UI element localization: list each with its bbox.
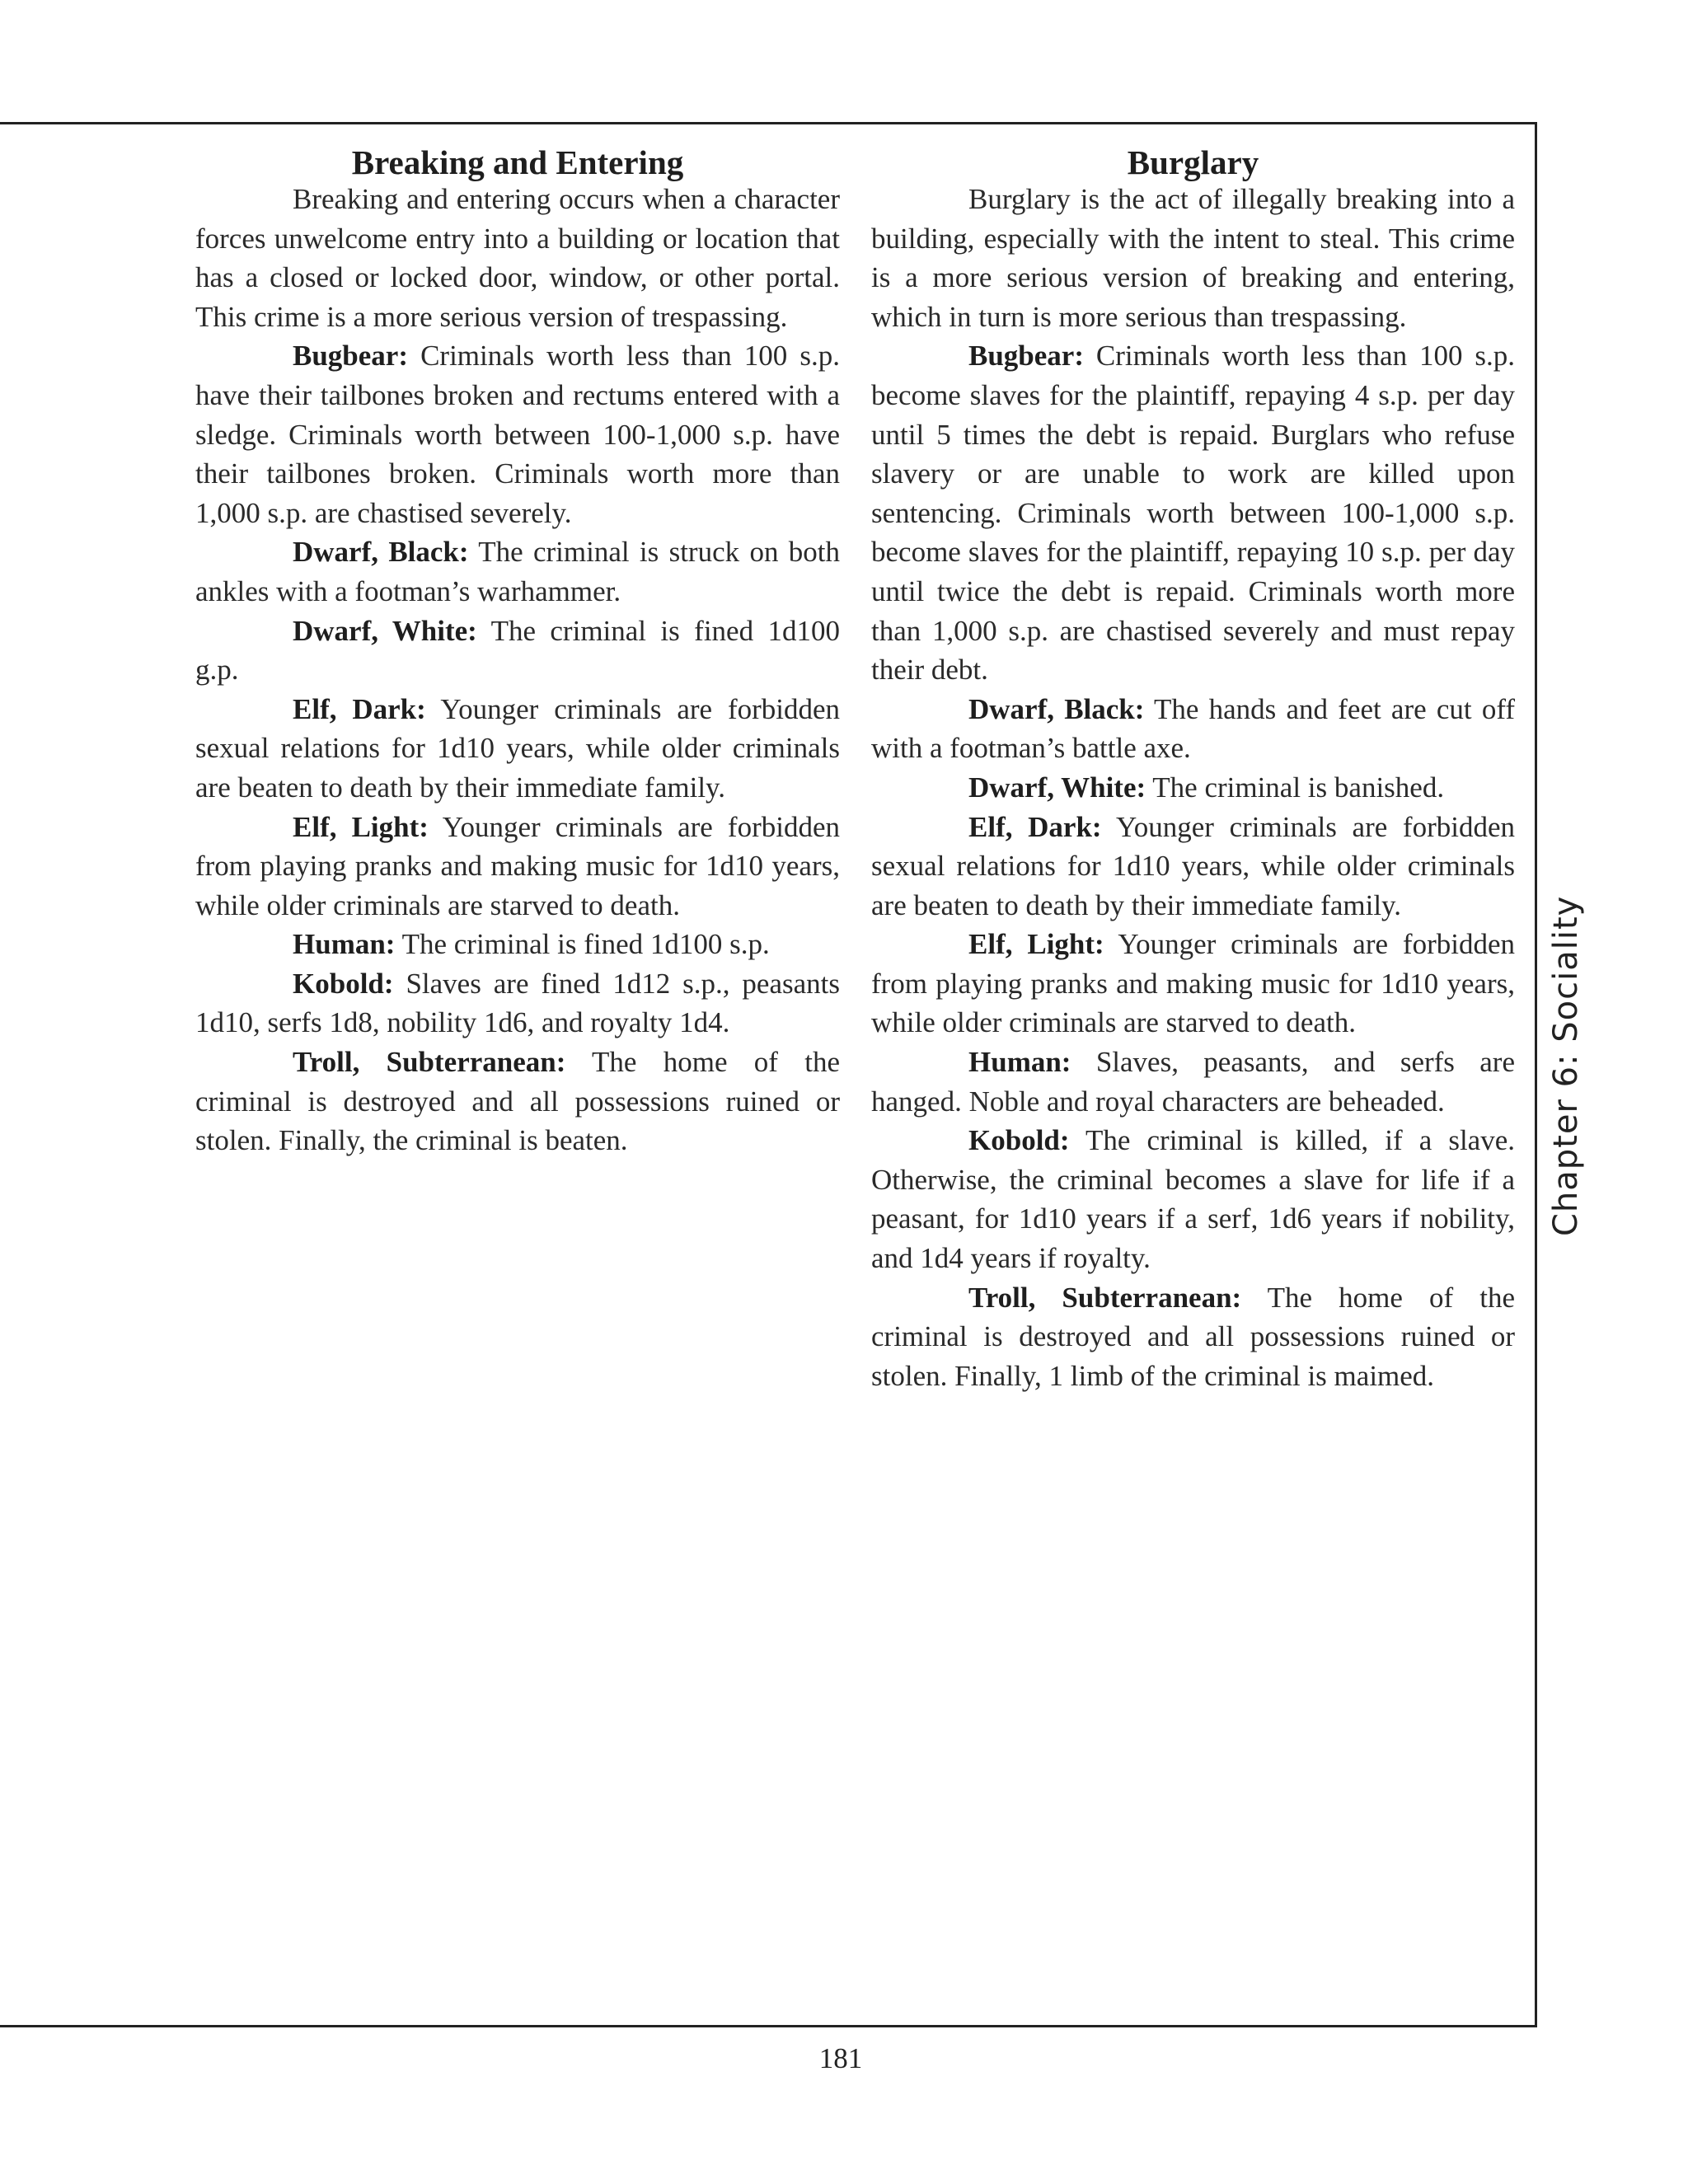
entry-text: Younger criminals are forbidden from playing pranks and making music for 1d10 years, while older criminals are starved to death. xyxy=(871,928,1515,1039)
entry-text: The home of the criminal is destroyed and all possessions ruined or stolen. Finally, 1 limb of the criminal is maimed. xyxy=(871,1281,1515,1392)
entry-label: Dwarf, Black: xyxy=(968,692,1145,725)
section-heading-burglary: Burglary xyxy=(1127,143,1259,181)
entry-bugbear xyxy=(871,336,1515,689)
entry-label: Dwarf, White: xyxy=(293,614,477,647)
entry-label: Kobold: xyxy=(968,1124,1070,1157)
entry-text: The criminal is killed, if a slave. Otherwise, the criminal becomes a slave for life if a peasant, for 1d10 years if a serf, 1d6 years if nobility, and 1d4 years if royalty. xyxy=(871,1124,1515,1275)
entry-text: Criminals worth less than 100 s.p. have their tailbones broken and rectums entered with a sledge. Criminals worth between 100-1,000 s.p. have their tailbones broken. Criminals worth more than 1,000 s.p. are chastised severely. xyxy=(195,340,840,529)
entry-bugbear xyxy=(195,336,840,532)
entry-text: Younger criminals are forbidden sexual relations for 1d10 years, while older criminals are beaten to death by their immediate family. xyxy=(871,810,1516,921)
right-column xyxy=(871,140,1515,1395)
page-number: 181 xyxy=(818,2042,863,2074)
section-intro: Breaking and entering occurs when a character forces unwelcome entry into a building or location that has a closed or locked door, window, or other portal. This crime is a more serious version of trespassing. xyxy=(195,183,840,333)
entry-troll-subterranean xyxy=(195,1043,840,1160)
entry-dwarf-black xyxy=(195,532,840,611)
entry-kobold xyxy=(871,1121,1515,1277)
entry-text: The criminal is fined 1d100 g.p. xyxy=(195,614,840,687)
entry-elf-dark xyxy=(195,690,840,808)
chapter-title: Chapter 6: Sociality xyxy=(1547,895,1585,1236)
entry-text: The criminal is fined 1d100 s.p. xyxy=(395,928,770,961)
entry-label: Elf, Light: xyxy=(968,928,1104,961)
entry-kobold xyxy=(195,964,840,1043)
section-heading-breaking-and-entering: Breaking and Entering xyxy=(351,143,684,181)
entry-label: Kobold: xyxy=(293,967,394,1000)
entry-troll-subterranean xyxy=(871,1278,1515,1396)
entry-text: Younger criminals are forbidden sexual relations for 1d10 years, while older criminals are beaten to death by their immediate family. xyxy=(195,692,841,804)
entry-label: Elf, Light: xyxy=(293,810,429,843)
entry-text: Younger criminals are forbidden from playing pranks and making music for 1d10 years, while older criminals are starved to death. xyxy=(195,810,840,921)
entry-elf-light xyxy=(195,808,840,926)
entry-text: The criminal is banished. xyxy=(1146,771,1445,804)
entry-text: The home of the criminal is destroyed and all possessions ruined or stolen. Finally, the criminal is beaten. xyxy=(195,1046,840,1157)
entry-text: Criminals worth less than 100 s.p. become slaves for the plaintiff, repaying 4 s.p. per day until 5 times the debt is repaid. Burglars who refuse slavery or are unable to work are killed upon sentencing. Criminals worth between 100-1,000 s.p. become slaves for the plaintiff, repaying 10 s.p. per day until twice the debt is repaid. Criminals worth more than 1,000 s.p. are chastised severely and must repay their debt. xyxy=(871,340,1515,687)
entry-dwarf-white xyxy=(195,612,840,690)
entry-elf-light xyxy=(871,925,1515,1043)
entry-label: Human: xyxy=(293,928,396,961)
entry-label: Dwarf, White: xyxy=(968,771,1146,804)
entry-text: The criminal is struck on both ankles with a footman’s warhammer. xyxy=(195,536,840,607)
entry-label: Troll, Subterranean: xyxy=(293,1046,566,1079)
entry-text: Slaves are fined 1d12 s.p., peasants 1d10, serfs 1d8, nobility 1d6, and royalty 1d4. xyxy=(195,967,840,1039)
entry-dwarf-black xyxy=(871,690,1515,768)
entry-label: Elf, Dark: xyxy=(968,810,1102,843)
entry-label: Human: xyxy=(968,1046,1071,1079)
entry-label: Elf, Dark: xyxy=(293,692,426,725)
entry-human xyxy=(195,925,840,964)
entry-text: The hands and feet are cut off with a footman’s battle axe. xyxy=(871,692,1515,765)
entry-label: Bugbear: xyxy=(968,340,1084,373)
entry-elf-dark xyxy=(871,808,1515,926)
left-column xyxy=(195,140,840,1160)
entry-dwarf-white xyxy=(871,768,1515,808)
entry-label: Dwarf, Black: xyxy=(293,536,469,569)
entry-human xyxy=(871,1043,1515,1121)
entry-label: Troll, Subterranean: xyxy=(968,1281,1242,1314)
entry-label: Bugbear: xyxy=(293,340,408,373)
entry-text: Slaves, peasants, and serfs are hanged. Noble and royal characters are beheaded. xyxy=(871,1046,1515,1118)
section-intro: Burglary is the act of illegally breaking into a building, especially with the intent to steal. This crime is a more serious version of breaking and entering, which in turn is more serious than trespassing. xyxy=(871,183,1515,333)
